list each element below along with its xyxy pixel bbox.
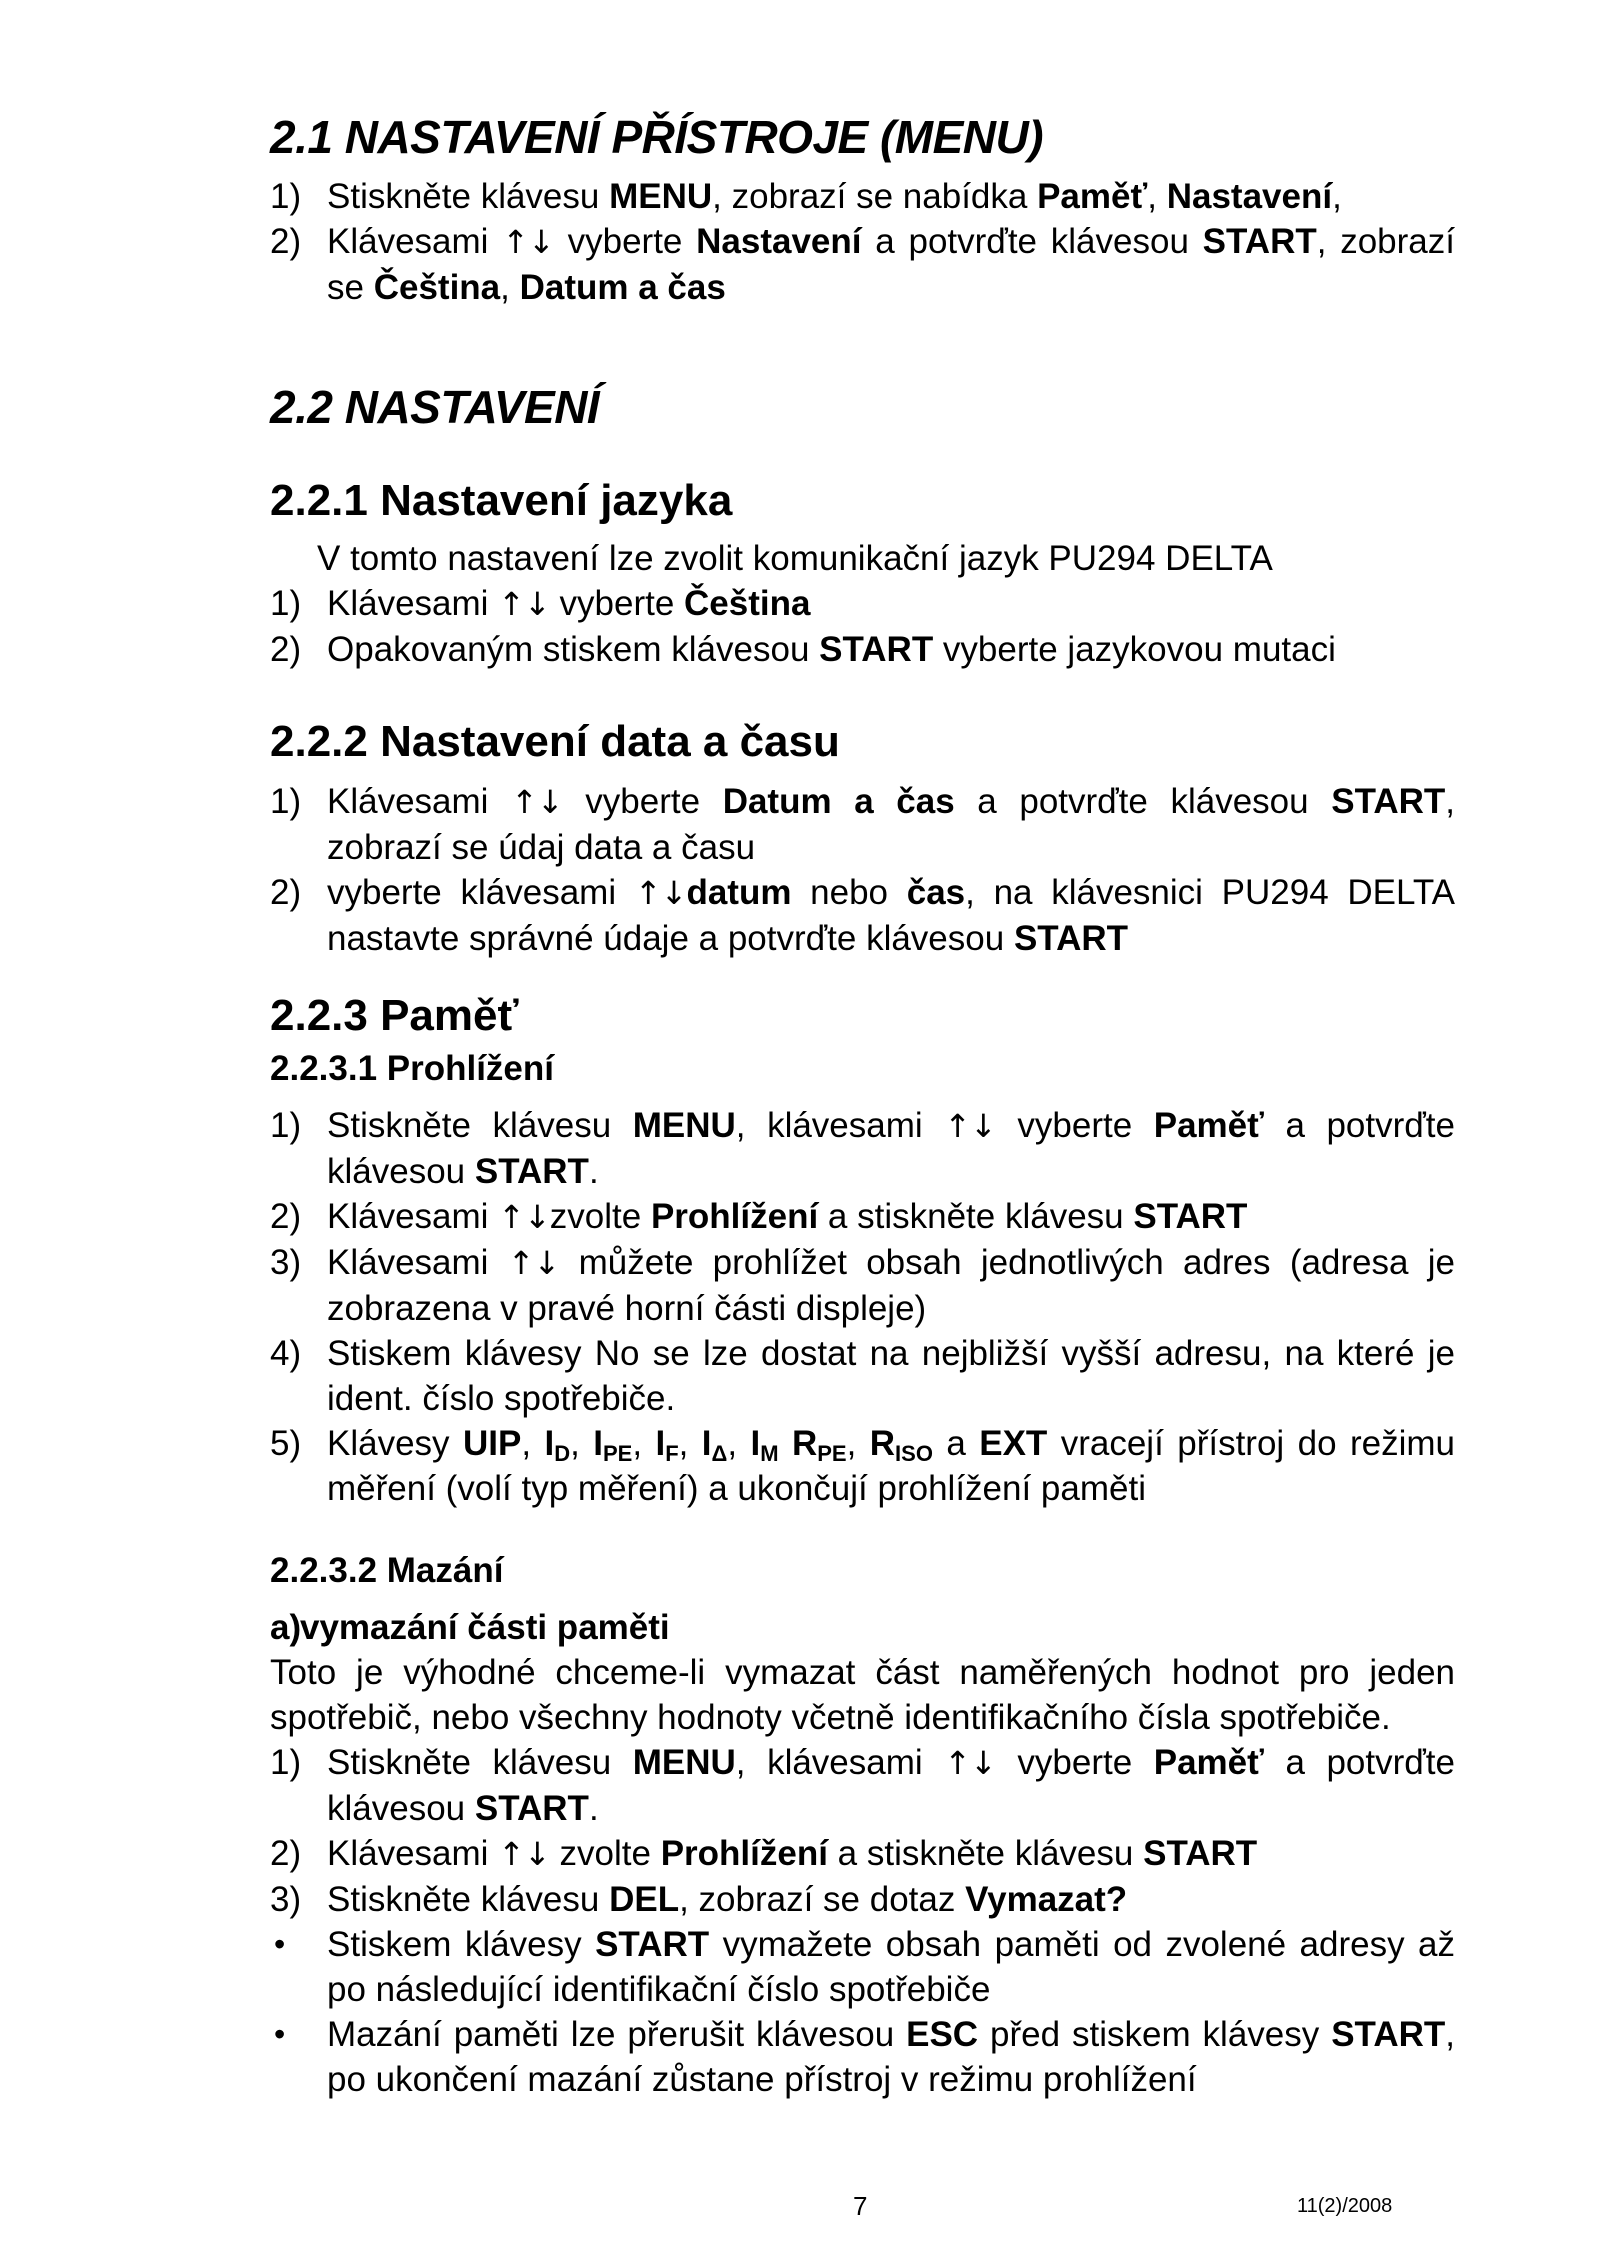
up-down-arrows-icon: ↑↓ — [502, 223, 554, 261]
list-item: 2) vyberte klávesami ↑↓datum nebo čas, na klávesnici PU294 DELTA nastavte správné údaje a potvrďte klávesou START — [270, 873, 1456, 958]
section-2-2-3-2-heading: 2.2.3.2 Mazání — [270, 1551, 504, 1590]
section-2-2-2-heading: 2.2.2 Nastavení data a času — [270, 717, 840, 766]
up-down-arrows-icon: ↑↓ — [944, 1744, 996, 1782]
list-item: 1) Stiskněte klávesu MENU, klávesami ↑↓ vyberte Paměť a potvrďte klávesou START. — [270, 1106, 1455, 1191]
manual-page — [270, 110, 1455, 2102]
up-down-arrows-icon: ↑↓ — [498, 1198, 550, 1236]
up-down-arrows-icon: ↑↓ — [511, 783, 563, 821]
list-item: 3) Stiskněte klávesu DEL, zobrazí se dotaz Vymazat? — [270, 1880, 1128, 1919]
list-item: 4) Stiskem klávesy No se lze dostat na nejbližší vyšší adresu, na které je ident. číslo spotřebiče. — [270, 1334, 1455, 1418]
list-item: 2) Opakovaným stiskem klávesou START vyberte jazykovou mutaci — [270, 630, 1336, 669]
section-2-2-3-heading: 2.2.3 Paměť — [270, 991, 519, 1040]
revision-date: 11(2)/2008 — [1297, 2195, 1393, 2217]
list-item: 1) Stiskněte klávesu MENU, klávesami ↑↓ vyberte Paměť a potvrďte klávesou START. — [270, 1743, 1455, 1828]
bullet-item: • Stiskem klávesy START vymažete obsah paměti od zvolené adresy až po následující identifikační číslo spotřebiče — [270, 1922, 1455, 2012]
list-item: 1) Klávesami ↑↓ vyberte Čeština — [270, 584, 811, 623]
bullet-item: • Mazání paměti lze přerušit klávesou ESC před stiskem klávesy START, po ukončení mazání zůstane přístroj v režimu prohlížení — [270, 2012, 1455, 2102]
list-item: 1) Stiskněte klávesu MENU, zobrazí se nabídka Paměť, Nastavení, — [270, 177, 1342, 216]
up-down-arrows-icon: ↑↓ — [944, 1107, 996, 1145]
up-down-arrows-icon: ↑↓ — [498, 585, 550, 623]
section-2-1-heading: 2.1 NASTAVENÍ PŘÍSTROJE (MENU) — [270, 111, 1044, 163]
page-number: 7 — [853, 2191, 868, 2221]
bullet-icon: • — [274, 2016, 286, 2052]
section-2-2-1-heading: 2.2.1 Nastavení jazyka — [270, 476, 733, 525]
list-item: 2) Klávesami ↑↓ vyberte Nastavení a potvrďte klávesou START, zobrazí se Čeština, Datum a čas — [270, 222, 1455, 307]
up-down-arrows-icon: ↑↓ — [507, 1244, 560, 1282]
list-item: 2) Klávesami ↑↓zvolte Prohlížení a stiskněte klávesu START — [270, 1197, 1248, 1236]
bullet-icon: • — [274, 1926, 286, 1962]
intro-text: V tomto nastavení lze zvolit komunikační jazyk PU294 DELTA — [317, 539, 1273, 578]
paragraph: Toto je výhodné chceme-li vymazat část naměřených hodnot pro jeden spotřebič, nebo všechny hodnoty včetně identifikačního čísla spotřebiče. — [270, 1653, 1455, 1737]
list-item: 3) Klávesami ↑↓ můžete prohlížet obsah jednotlivých adres (adresa je zobrazena v pravé horní části displeje) — [270, 1243, 1456, 1328]
up-down-arrows-icon: ↑↓ — [498, 1835, 550, 1873]
list-item: 5) Klávesy UIP, $I_D$, $I_{PE}$, $I_F$, $I_\Delta$, $I_M$ $R_{PE}$, $R_{ISO}$ a EXT vracejí přístroj do režimu měření (volí typ měření) a ukončují prohlížení paměti — [270, 1424, 1455, 1508]
section-2-2-heading: 2.2 NASTAVENÍ — [270, 381, 600, 433]
subheading: a) vymazání části paměti — [270, 1608, 670, 1647]
list-item: 2) Klávesami ↑↓ zvolte Prohlížení a stiskněte klávesu START — [270, 1834, 1258, 1873]
up-down-arrows-icon: ↑↓ — [634, 874, 687, 912]
list-item: 1) Klávesami ↑↓ vyberte Datum a čas a potvrďte klávesou START, zobrazí se údaj data a času — [270, 782, 1456, 867]
section-2-2-3-1-heading: 2.2.3.1 Prohlížení — [270, 1049, 554, 1088]
